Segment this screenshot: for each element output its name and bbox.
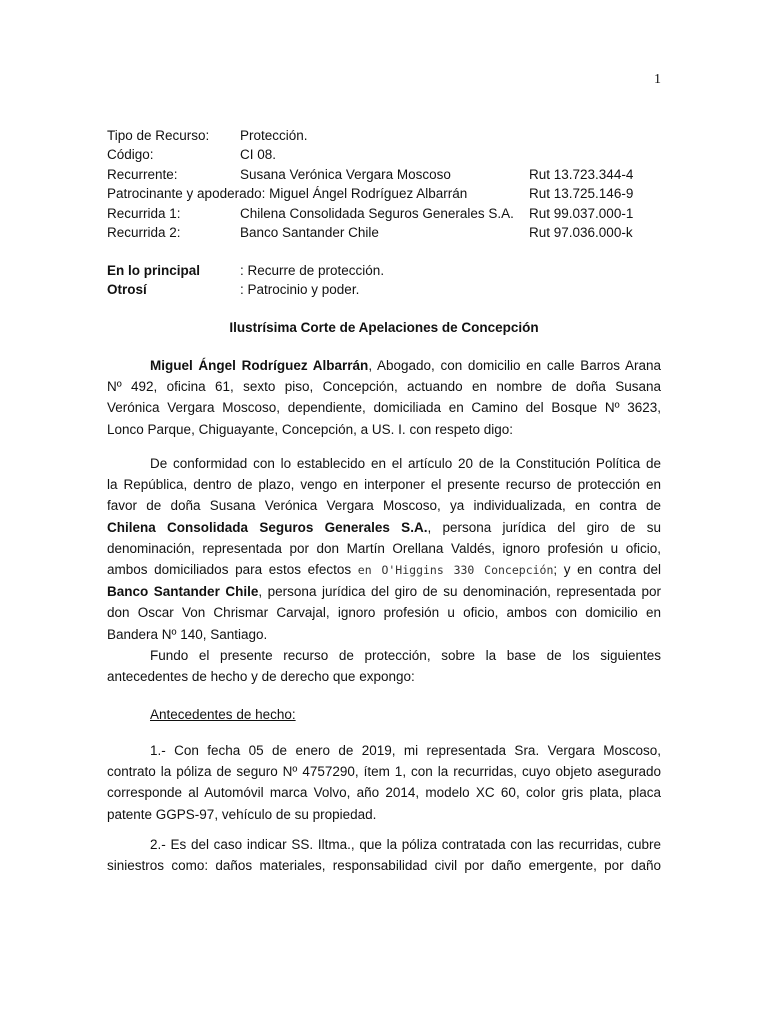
- paragraph-line: [107, 559, 661, 581]
- header-value: Protección.: [240, 128, 308, 143]
- paragraph-line: Nº 492, oficina 61, sexto piso, Concepción, actuando en nombre de doña Susana: [107, 379, 661, 395]
- header-label: Patrocinante y apoderado: Miguel Ángel Rodríguez Albarrán: [107, 186, 468, 202]
- request-principal-value: : Recurre de protección.: [240, 263, 385, 278]
- request-otrosi-value: : Patrocinio y poder.: [240, 282, 360, 298]
- paragraph-line: don Oscar Von Chrismar Carvajal, ignoro profesión u oficio, ambos con domicilio en: [107, 605, 661, 621]
- paragraph-line: Lonco Parque, Chiguayante, Concepción, a US. I. con respeto digo:: [107, 421, 514, 437]
- paragraph-line: [107, 704, 661, 725]
- respondent-2-name: Banco Santander Chile: [107, 584, 259, 600]
- paragraph-line: corresponde al Automóvil marca Volvo, año 2014, modelo XC 60, color gris plata, placa: [107, 785, 661, 801]
- paragraph-line: [107, 645, 661, 666]
- paragraph-line: [107, 355, 661, 376]
- line-text: ; y en contra del: [553, 562, 661, 578]
- page-number: 1: [654, 72, 661, 87]
- paragraph-line: contrato la póliza de seguro Nº 4757290, ítem 1, con la recurridas, cuyo objeto asegurado: [107, 764, 661, 780]
- paragraph-line: [107, 517, 661, 538]
- line-text: , persona jurídica del giro de su denominación, representada por: [258, 584, 661, 600]
- paragraph-line: [107, 581, 661, 602]
- paragraph-line: patente GGPS-97, vehículo de su propiedad.: [107, 806, 377, 822]
- address-text: en O'Higgins 330 Concepción: [357, 563, 554, 578]
- respondent-1-name: Chilena Consolidada Seguros Generales S.A.: [107, 519, 428, 535]
- paragraph-line: Bandera Nº 140, Santiago.: [107, 626, 268, 642]
- request-principal-label: En lo principal: [107, 263, 201, 278]
- paragraph-line: Verónica Vergara Moscoso, dependiente, domiciliada en Camino del Bosque Nº 3623,: [107, 400, 661, 416]
- header-label: Recurrente:: [107, 166, 178, 182]
- line-text: , Abogado, con domicilio en calle Barros Arana: [368, 358, 662, 373]
- header-label: Código:: [107, 147, 154, 163]
- fact-1-paragraph: [107, 740, 661, 825]
- paragraph-line: siniestros como: daños materiales, responsabilidad civil por daño emergente, por daño: [107, 858, 661, 874]
- line-text: Fundo el presente recurso de protección, sobre la base de los siguientes: [150, 648, 661, 663]
- paragraph-line: antecedentes de hecho y de derecho que expongo:: [107, 669, 415, 685]
- request-otrosi-label: Otrosí: [107, 282, 147, 298]
- fact-2-paragraph: [107, 834, 661, 876]
- header-label: Tipo de Recurso:: [107, 128, 210, 143]
- header-label: Recurrida 2:: [107, 224, 181, 240]
- paragraph-line: la República, dentro de plazo, vengo en interponer el presente recurso de protección en: [107, 477, 661, 493]
- header-label: Recurrida 1:: [107, 205, 181, 221]
- line-text: 1.- Con fecha 05 de enero de 2019, mi representada Sra. Vergara Moscoso,: [150, 743, 661, 758]
- paragraph-line: denominación, representada por don Martín Orellana Valdés, ignoro profesión u oficio,: [107, 540, 661, 556]
- line-text: ambos domiciliados para estos efectos: [107, 562, 352, 578]
- lawyer-name: Miguel Ángel Rodríguez Albarrán: [150, 358, 369, 373]
- intro-paragraph: [107, 355, 661, 440]
- header-value: CI 08.: [240, 147, 277, 163]
- header-rut: Rut 99.037.000-1: [529, 205, 634, 221]
- petition-paragraph: [107, 453, 661, 645]
- header-rut: Rut 13.725.146-9: [529, 186, 634, 202]
- court-title: Ilustrísima Corte de Apelaciones de Concepción: [229, 320, 539, 335]
- line-text: 2.- Es del caso indicar SS. Iltma., que la póliza contratada con las recurridas, cubre: [150, 837, 661, 852]
- header-rut: Rut 13.723.344-4: [529, 166, 634, 182]
- line-text: , persona jurídica del giro de su: [427, 519, 661, 535]
- paragraph-line: [107, 453, 661, 474]
- paragraph-line: favor de doña Susana Verónica Vergara Moscoso, ya individualizada, en contra de: [107, 498, 661, 514]
- paragraph-line: [107, 834, 661, 855]
- line-text: De conformidad con lo establecido en el artículo 20 de la Constitución Política de: [150, 456, 661, 471]
- section-heading-block: [107, 704, 661, 725]
- header-value: Chilena Consolidada Seguros Generales S.A.: [240, 205, 514, 221]
- header-value: Susana Verónica Vergara Moscoso: [240, 166, 451, 182]
- header-rut: Rut 97.036.000-k: [529, 224, 633, 240]
- paragraph-line: [107, 740, 661, 761]
- section-heading: Antecedentes de hecho:: [150, 707, 296, 722]
- grounds-paragraph: [107, 645, 661, 687]
- header-value: Banco Santander Chile: [240, 224, 379, 240]
